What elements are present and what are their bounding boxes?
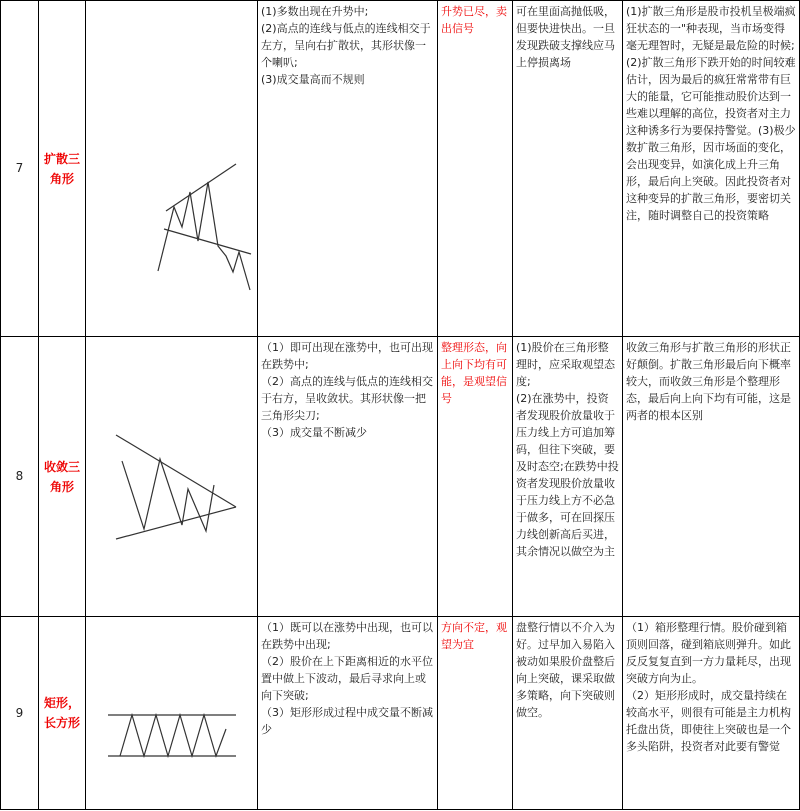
strategy-text: (1)股价在三角形整理时，应采取观望态度; (2)在涨势中，投资者发现股价放量收于压力线上方可追加筹码，但往下突破，要及时态空;在跌势中投资者发现股价放量收于压力线上方不必急于做多，可在回探压力线创新高后买进，其余情况以做空为主 (516, 341, 619, 558)
row-number: 7 (1, 1, 39, 337)
notes-cell: 收敛三角形与扩散三角形的形状正好颠倒。扩散三角形最后向下概率较大，而收敛三角形是个整理形态，最后向上向下均有可能，这是两者的根本区别 (623, 337, 800, 617)
feature-text: (1)多数出现在升势中; (261, 5, 369, 18)
signal-cell: 方向不定，观望为宜 (438, 617, 513, 810)
notes-text: （1）箱形整理行情。股价碰到箱顶则回落，碰到箱底则弹升。如此反反复复直到一方力量耗尽，出现突破方向为止。 （2）矩形形成时，成交量持续在较高水平，则很有可能是主力机构托盘出货，即使往上突破也是一个多头陷阱，投资者对此要有警觉 (626, 621, 791, 753)
signal-cell: 升势已尽，卖出信号 (438, 1, 513, 337)
notes-text: (1)扩散三角形是股市投机呈极端疯狂状态的一"种表现，当市场变得毫无理智时，无疑是最危险的时候; (2)扩散三角形下跌开始的时间较难估计，因为最后的疯狂常常带有巨大的能量，它可能推动股价达到一些难以理解的高位，投资者对主力这种诱多行为要保持警觉。(3)极少数扩散三角形，因市场面的变化，会出现变异，如演化成上升三角形，最后向上突破。因此投资者对这种变异的扩散三角形，要密切关注，随时调整自己的投资策略 (626, 5, 796, 222)
features-cell (258, 337, 438, 617)
pattern-name: 矩形，长方形 (39, 617, 86, 810)
row-number: 9 (1, 617, 39, 810)
pattern-diagram-cell (86, 617, 258, 810)
features-cell (258, 1, 438, 337)
notes-cell (623, 1, 800, 337)
strategy-cell: 盘整行情以不介入为好。过早加入易陷入被动如果股价盘整后向上突破，课采取做多策略，向下突破则做空。 (513, 617, 623, 810)
feature-text: （3）矩形形成过程中成交量不断减少 (261, 706, 433, 736)
strategy-cell (513, 337, 623, 617)
notes-cell (623, 617, 800, 810)
table-row (1, 1, 800, 337)
pattern-diagram-cell (86, 1, 258, 337)
pattern-name: 收敛三角形 (39, 337, 86, 617)
features-cell (258, 617, 438, 810)
signal-cell: 整理形态，向上向下均有可能，是观望信号 (438, 337, 513, 617)
strategy-cell: 可在里面高抛低吸，但要快进快出。一旦发现跌破支撑线应马上停损离场 (513, 1, 623, 337)
feature-text: （2）高点的连线与低点的连线相交于右方，呈收敛状。其形状像一把三角形尖刀; (261, 375, 433, 422)
pattern-name: 扩散三角形 (39, 1, 86, 337)
feature-text: (2)高点的连线与低点的连线相交于左方，呈向右扩散状，其形状像一个喇叭; (261, 22, 431, 69)
pattern-diagram-cell (86, 337, 258, 617)
feature-text: (3)成交量高而不规则 (261, 73, 365, 86)
feature-text: （1）既可以在涨势中出现，也可以在跌势中出现; (261, 621, 433, 651)
table-row (1, 337, 800, 617)
converging-triangle-diagram (86, 339, 258, 615)
rectangle-pattern-diagram (86, 619, 258, 808)
table-row (1, 617, 800, 810)
feature-text: （1）即可出现在涨势中，也可出现在跌势中; (261, 341, 433, 371)
feature-text: （3）成交量不断减少 (261, 426, 367, 439)
expanding-triangle-diagram (86, 4, 258, 334)
feature-text: （2）股价在上下距离相近的水平位置中做上下波动，最后寻求向上或向下突破; (261, 655, 433, 702)
row-number: 8 (1, 337, 39, 617)
